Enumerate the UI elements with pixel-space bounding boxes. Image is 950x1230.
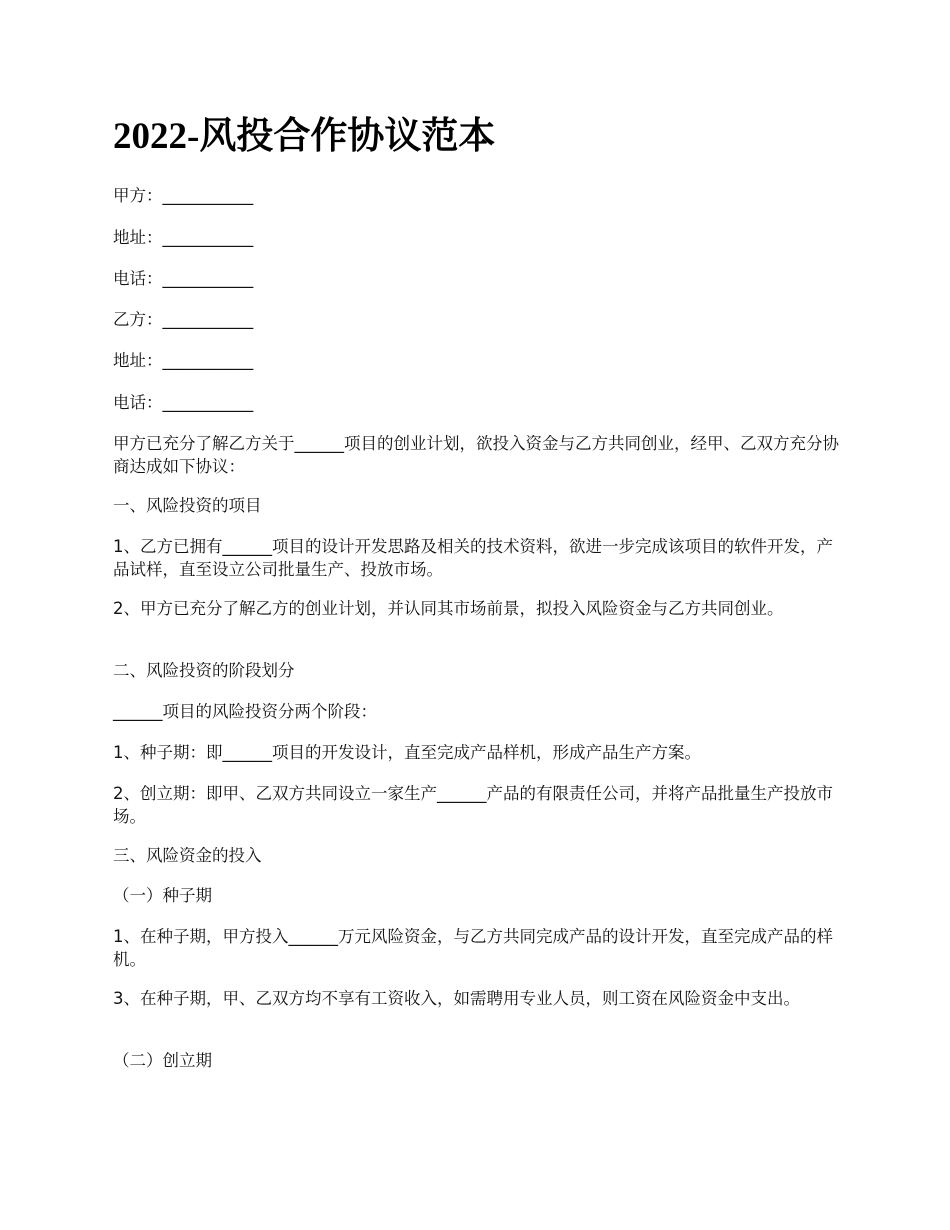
- section-3-item-3: 3、在种子期，甲、乙双方均不享有工资收入，如需聘用专业人员，则工资在风险资金中支出。: [113, 989, 800, 1008]
- document-title: 2022-风投合作协议范本: [113, 116, 496, 157]
- intro-paragraph: 甲方已充分了解乙方关于______项目的创业计划，欲投入资金与乙方共同创业，经甲、乙双方充分协商达成如下协议：: [113, 434, 839, 476]
- party-a-address-line: 地址：___________: [113, 228, 254, 247]
- party-b-phone-line: 电话：___________: [113, 393, 254, 412]
- party-a-phone-line: 电话：___________: [113, 269, 254, 288]
- section-2-heading: 二、风险投资的阶段划分: [113, 661, 295, 680]
- party-b-address-line: 地址：___________: [113, 351, 254, 370]
- section-1-heading: 一、风险投资的项目: [113, 496, 262, 515]
- party-a-line: 甲方：___________: [113, 186, 254, 205]
- party-b-line: 乙方：___________: [113, 310, 254, 329]
- section-3-subheading-1: （一）种子期: [113, 886, 212, 905]
- section-3-heading: 三、风险资金的投入: [113, 846, 262, 865]
- section-2-lead: ______项目的风险投资分两个阶段：: [113, 702, 377, 721]
- section-1-item-1: 1、乙方已拥有______项目的设计开发思路及相关的技术资料，欲进一步完成该项目的软件开发，产品试样，直至设立公司批量生产、投放市场。: [113, 537, 833, 579]
- section-3-subheading-2: （二）创立期: [113, 1051, 212, 1070]
- section-2-item-1: 1、种子期：即______项目的开发设计，直至完成产品样机，形成产品生产方案。: [113, 743, 701, 762]
- section-3-item-1: 1、在种子期，甲方投入______万元风险资金，与乙方共同完成产品的设计开发，直至完成产品的样机。: [113, 927, 833, 969]
- section-2-item-2: 2、创立期：即甲、乙双方共同设立一家生产______产品的有限责任公司，并将产品批量生产投放市场。: [113, 784, 833, 826]
- section-1-item-2: 2、甲方已充分了解乙方的创业计划，并认同其市场前景，拟投入风险资金与乙方共同创业。: [113, 599, 784, 618]
